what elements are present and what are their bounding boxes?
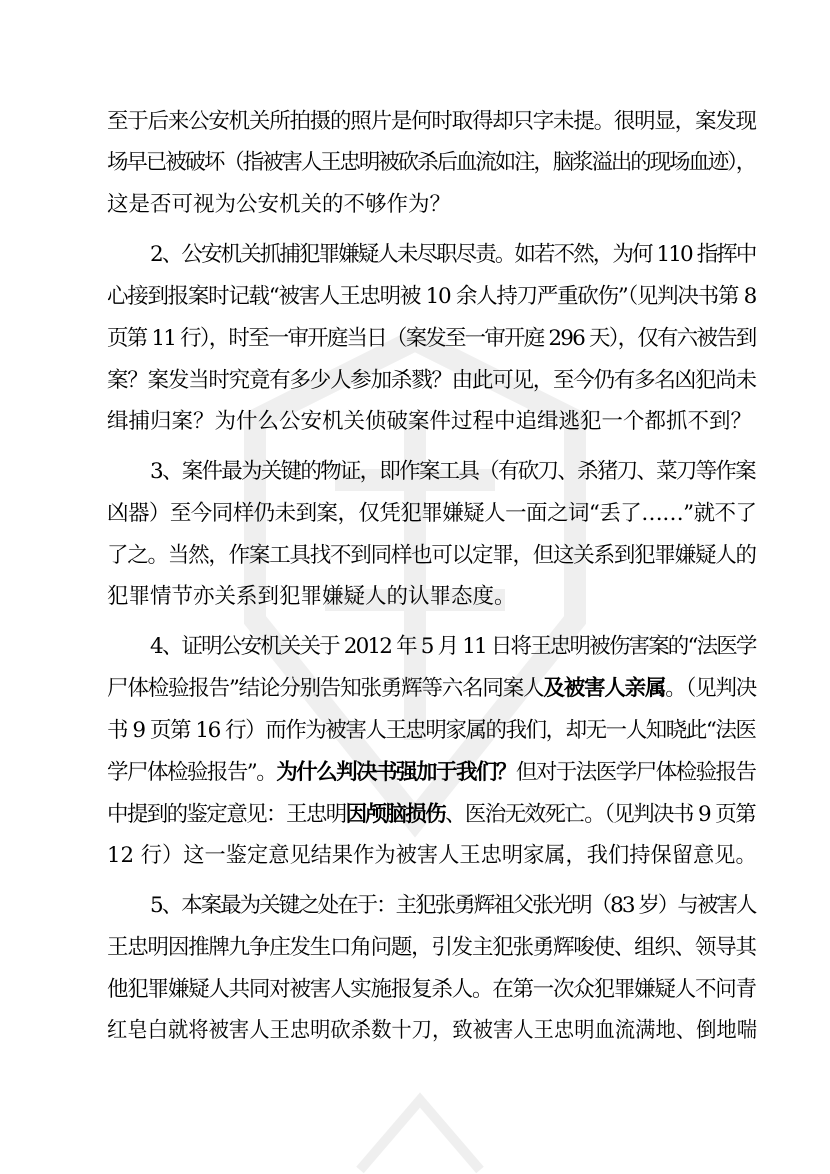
text-line: 书 9 页第 16 行）而作为被害人王忠明家属的我们，却无一人知晓此“法医: [107, 718, 756, 743]
text-line: 犯罪情节亦关系到犯罪嫌疑人的认罪态度。: [107, 584, 516, 609]
text-line: 4、证明公安机关关于 2012 年 5 月 11 日将王忠明被伤害案的“法医学: [150, 634, 756, 659]
text-line: 心接到报案时记载“被害人王忠明被 10 余人持刀严重砍伤”（见判决书第 8: [107, 284, 756, 309]
text-line: 这是否可视为公安机关的不够作为？: [107, 192, 452, 217]
text-line: 案？案发当时究竟有多少人参加杀戮？由此可见，至今仍有多名凶犯尚未: [107, 368, 756, 393]
text-line: 12 行）这一鉴定意见结果作为被害人王忠明家属，我们持保留意见。: [107, 843, 757, 868]
text-line: 凶器）至今同样仍未到案，仅凭犯罪嫌疑人一面之词“丢了……”就不了: [107, 501, 757, 526]
text-line: 页第 11 行），时至一审开庭当日（案发至一审开庭 296 天），仅有六被告到: [107, 326, 756, 351]
text-line: 王忠明因推牌九争庄发生口角问题，引发主犯张勇辉唆使、组织、领导其: [107, 935, 756, 960]
text-line: 尸体检验报告”结论分别告知张勇辉等六名同案人及被害人亲属。（见判决: [107, 676, 757, 701]
text-line: 2、公安机关抓捕犯罪嫌疑人未尽职尽责。如若不然，为何 110 指挥中: [150, 242, 756, 267]
text-line: 5、本案最为关键之处在于：主犯张勇辉祖父张光明（83 岁）与被害人: [150, 893, 756, 918]
text-line: 缉捕归案？为什么公安机关侦破案件过程中追缉逃犯一个都抓不到？: [107, 409, 753, 434]
text-line: 中提到的鉴定意见：王忠明因颅脑损伤、医治无效死亡。（见判决书 9 页第: [107, 802, 755, 827]
text-line: 红皂白就将被害人王忠明砍杀数十刀，致被害人王忠明血流满地、倒地喘: [107, 1018, 758, 1043]
text-line: 场早已被破坏（指被害人王忠明被砍杀后血流如注，脑浆溢出的现场血迹），: [107, 150, 756, 175]
text-line: 学尸体检验报告”。为什么判决书强加于我们？但对于法医学尸体检验报告: [107, 760, 756, 785]
text-line: 他犯罪嫌疑人共同对被害人实施报复杀人。在第一次众犯罪嫌疑人不问青: [107, 977, 756, 1002]
text-line: 至于后来公安机关所拍摄的照片是何时取得却只字未提。很明显，案发现: [107, 109, 756, 134]
text-line: 了之。当然，作案工具找不到同样也可以定罪，但这关系到犯罪嫌疑人的: [107, 543, 756, 568]
watermark-logo-bottom: [340, 1090, 500, 1174]
text-line: 3、案件最为关键的物证，即作案工具（有砍刀、杀猪刀、菜刀等作案: [150, 459, 755, 484]
